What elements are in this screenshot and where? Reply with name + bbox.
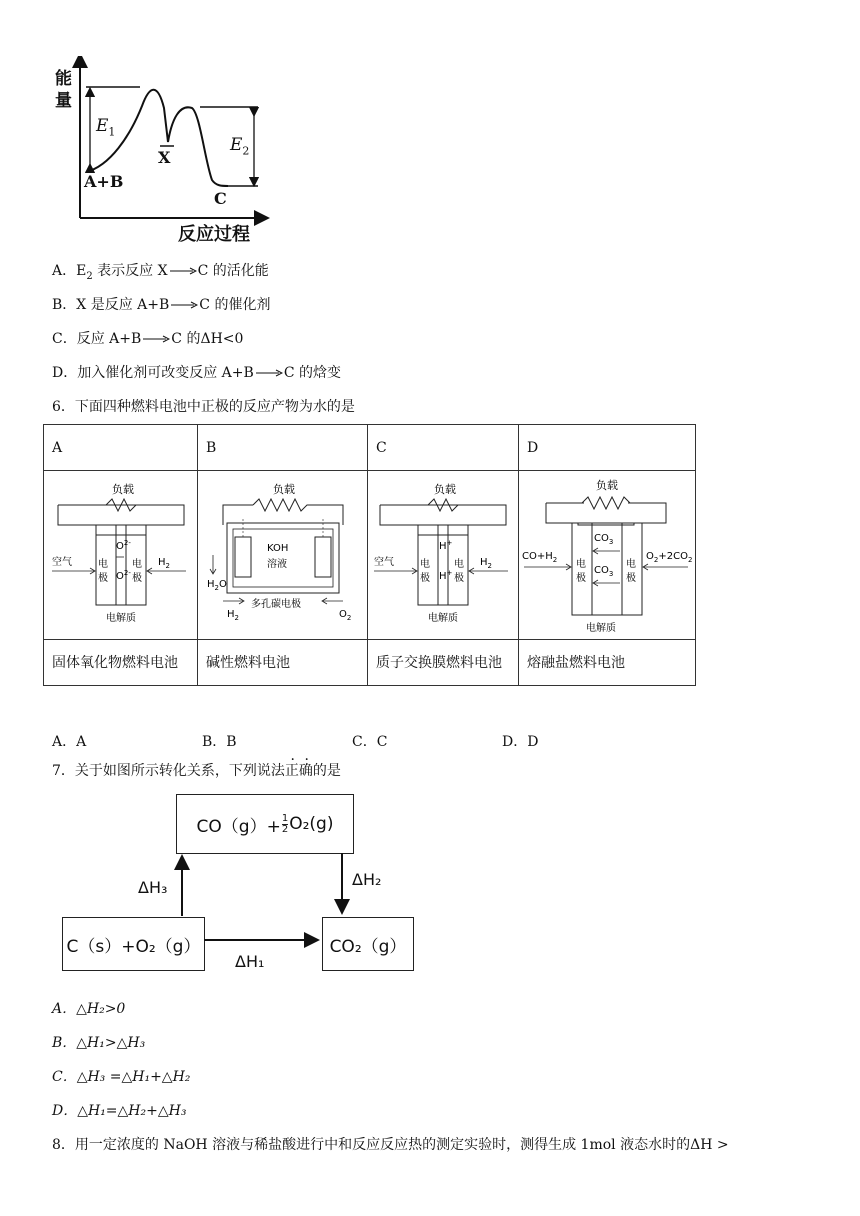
svg-text:CO+H2: $CO+H_2$	[522, 550, 558, 564]
q7-option-c: C．△H₃ =△H₁+△H₂	[52, 1069, 191, 1085]
q5-option-b: B．X 是反应 A+B C 的催化剂	[52, 297, 271, 313]
svg-text:H2: $H_2$	[480, 556, 492, 570]
svg-text:电: 电	[131, 558, 142, 570]
svg-text:KOH: KOH	[266, 542, 288, 554]
svg-text:电: 电	[576, 558, 586, 570]
name-d: 熔融盐燃料电池	[519, 639, 696, 685]
name-c: 质子交换膜燃料电池	[368, 639, 519, 685]
q8-stem: 8．用一定浓度的 NaOH 溶液与稀盐酸进行中和反应反应热的测定实验时，测得生成 1mol 液态水时的ΔH >	[52, 1137, 729, 1153]
q6-option-c: C．C	[352, 734, 388, 750]
header-b: B	[198, 425, 368, 471]
svg-text:负载: 负载	[596, 478, 618, 492]
svg-text:电: 电	[626, 558, 636, 570]
svg-text:负载: 负载	[111, 482, 134, 496]
svg-text:O2+2CO2: $O_2+2CO_2$	[646, 550, 692, 564]
svg-text:负载: 负载	[272, 482, 295, 496]
header-a: A	[44, 425, 198, 471]
svg-text:H+: H+	[439, 568, 453, 582]
svg-text:电解质: 电解质	[428, 612, 458, 624]
svg-text:H2: $H_2$	[226, 608, 239, 622]
svg-text:极: 极	[626, 572, 636, 584]
svg-text:负载: 负载	[434, 482, 456, 496]
box-c-o2: C（s）+O₂（g）	[62, 917, 205, 971]
svg-text:极: 极	[97, 572, 108, 584]
svg-text:O2-: $O^{2-}$	[115, 538, 131, 552]
svg-text:溶液: 溶液	[266, 558, 287, 570]
svg-text:H2O: $H_2O$	[206, 578, 227, 592]
y-label-2: 量	[55, 91, 72, 111]
svg-text:空气: 空气	[374, 556, 394, 568]
q5-option-a: A．$E_2$ 表示反应 X C 的活化能	[52, 263, 269, 282]
q6-option-d: D．D	[502, 734, 539, 750]
q7-option-d: D．△H₁=△H₂+△H₃	[52, 1103, 187, 1119]
svg-text:极: 极	[420, 572, 430, 584]
svg-text:电解质: 电解质	[586, 622, 616, 634]
q7-option-a: A．△H₂>0	[52, 1001, 126, 1017]
svg-text:电解质: 电解质	[105, 612, 136, 624]
box-co-o2: CO（g）+ $\frac{1}{2}$ O₂(g)	[176, 794, 354, 854]
name-b: 碱性燃料电池	[198, 639, 368, 685]
delta-h2: ΔH₂	[352, 870, 382, 889]
header-d: D	[519, 425, 696, 471]
header-c: C	[368, 425, 519, 471]
svg-text:极: 极	[131, 572, 142, 584]
name-a: 固体氧化物燃料电池	[44, 639, 198, 685]
svg-text:多孔碳电极: 多孔碳电极	[250, 598, 301, 610]
svg-text:极: 极	[454, 572, 464, 584]
y-label-1: 能	[55, 69, 72, 89]
svg-text:H2: $H_2$	[157, 556, 170, 570]
label-ab: A+B	[84, 172, 124, 191]
svg-text:电: 电	[420, 558, 430, 570]
svg-text:极: 极	[576, 572, 586, 584]
label-x: X	[158, 148, 171, 167]
svg-text:CO3: $CO_3$	[594, 532, 614, 546]
svg-text:CO3: $CO_3$	[594, 564, 614, 578]
svg-text:空气: 空气	[51, 556, 72, 568]
q7-option-b: B．△H₁>△H₃	[52, 1035, 146, 1051]
label-e1: $E_1$	[96, 116, 116, 139]
svg-text:电: 电	[454, 558, 464, 570]
q5-option-c: C．反应 A+B C 的ΔH<0	[52, 331, 244, 347]
x-axis-label: 反应过程	[178, 224, 250, 245]
svg-text:O2-: $O^{2-}$	[115, 568, 131, 582]
svg-text:O2: $O_2$	[338, 608, 351, 622]
q6-option-a: A．A	[52, 734, 87, 750]
delta-h3: ΔH₃	[138, 878, 168, 897]
q5-option-d: D．加入催化剂可改变反应 A+B C 的焓变	[52, 365, 341, 381]
label-c: C	[214, 189, 227, 208]
delta-h1: ΔH₁	[235, 952, 265, 971]
q6-stem: 6．下面四种燃料电池中正极的反应产物为水的是	[52, 399, 355, 415]
label-e2: $E_2$	[230, 135, 250, 158]
svg-text:H+: H+	[439, 538, 453, 552]
q7-stem: 7．关于如图所示转化关系，下列说法正确的是	[52, 763, 341, 779]
box-co2: CO₂（g）	[322, 917, 414, 971]
q6-option-b: B．B	[202, 734, 237, 750]
svg-text:电: 电	[97, 558, 108, 570]
